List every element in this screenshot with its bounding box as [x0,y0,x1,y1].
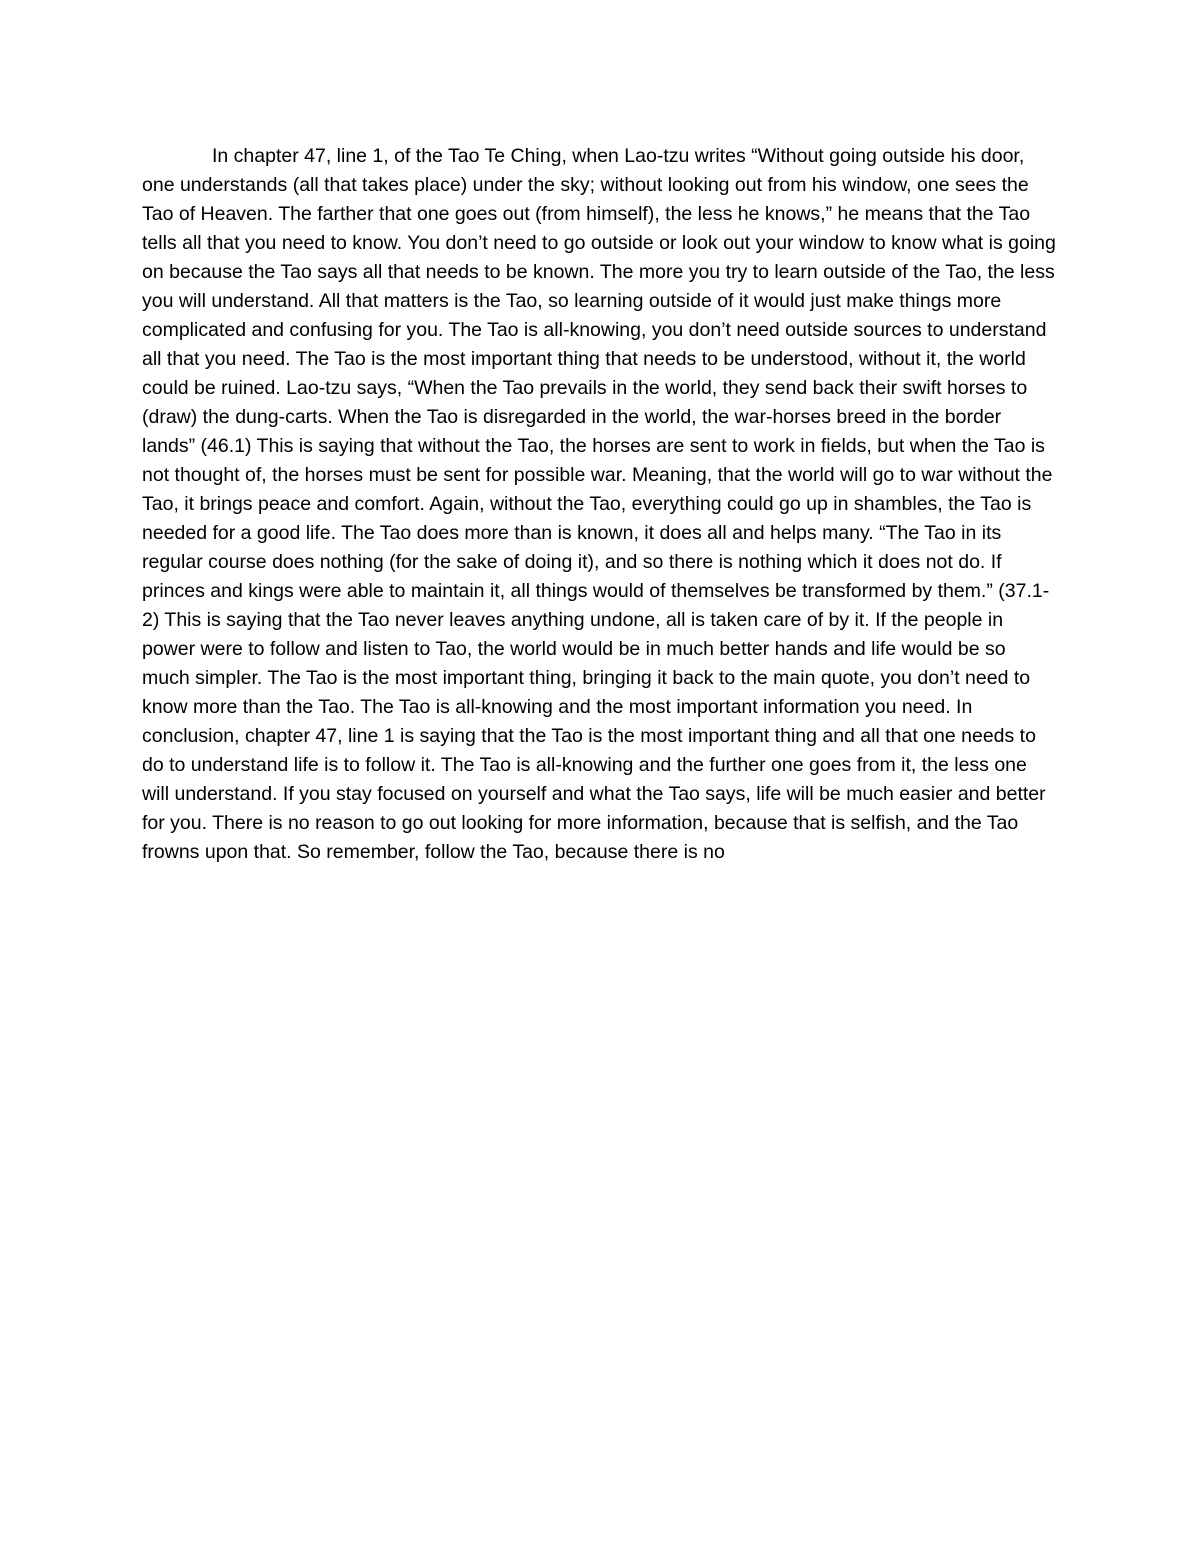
body-paragraph: In chapter 47, line 1, of the Tao Te Ching, when Lao-tzu writes “Without going outside his door, one understands (all that takes place) under the sky; without looking out from his window, one sees the Tao of Heaven. The farther that one goes out (from himself), the less he knows,” he means that the Tao tells all that you need to know. You don’t need to go outside or look out your window to know what is going on because the Tao says all that needs to be known. The more you try to learn outside of the Tao, the less you will understand. All that matters is the Tao, so learning outside of it would just make things more complicated and confusing for you. The Tao is all-knowing, you don’t need outside sources to understand all that you need. The Tao is the most important thing that needs to be understood, without it, the world could be ruined. Lao-tzu says, “When the Tao prevails in the world, they send back their swift horses to (draw) the dung-carts. When the Tao is disregarded in the world, the war-horses breed in the border lands” (46.1) This is saying that without the Tao, the horses are sent to work in fields, but when the Tao is not thought of, the horses must be sent for possible war. Meaning, that the world will go to war without the Tao, it brings peace and comfort. Again, without the Tao, everything could go up in shambles, the Tao is needed for a good life. The Tao does more than is known, it does all and helps many. “The Tao in its regular course does nothing (for the sake of doing it), and so there is nothing which it does not do. If princes and kings were able to maintain it, all things would of themselves be transformed by them.” (37.1-2) This is saying that the Tao never leaves anything undone, all is taken care of by it. If the people in power were to follow and listen to Tao, the world would be in much better hands and life would be so much simpler. The Tao is the most important thing, bringing it back to the main quote, you don’t need to know more than the Tao. The Tao is all-knowing and the most important information you need. In conclusion, chapter 47, line 1 is saying that the Tao is the most important thing and all that one needs to do to understand life is to follow it. The Tao is all-knowing and the further one goes from it, the less one will understand. If you stay focused on yourself and what the Tao says, life will be much easier and better for you. There is no reason to go out looking for more information, because that is selfish, and the Tao frowns upon that. So remember, follow the Tao, because there is no [142,145,1056,863]
